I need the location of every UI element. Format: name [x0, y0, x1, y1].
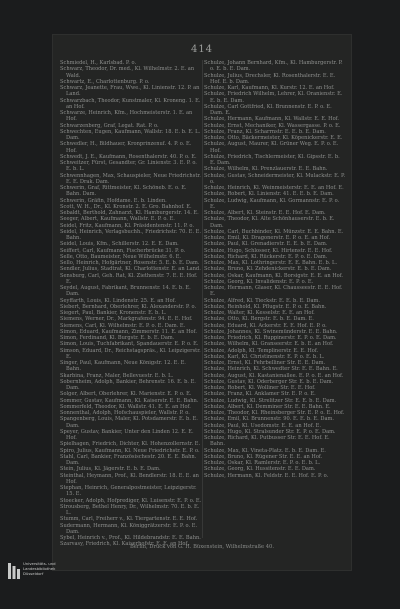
directory-entry: Schulze, Ludwig, Kaufmann, Kl. Gormannstr. E. P. o. E. [204, 197, 340, 210]
directory-entry: Schwarze, Heinrich, Kfm., Hochmeisterstr. 1. E. an Hof. [60, 110, 193, 123]
directory-entry: Schwartz, E., Charlottenburg. P. o. [60, 78, 150, 85]
directory-entry: Schulze, Bruno, Kl. Zehdenickerstr. E. b. E. Dam. [204, 266, 332, 273]
logo-line-3: Düsseldorf [23, 570, 44, 576]
directory-entry: Schulze, Carl, Buchbinder, Kl. Münzstr. E. E. Bahn. E. [204, 228, 344, 235]
directory-entry: Schulze, Emil, Kl. Brunnenstr. 90. E. E. b. E. Dam. [204, 416, 334, 423]
directory-entry: Schulze, Emil, Kl. Dragonerstr. E. P. o. E. an Hof. [204, 235, 331, 241]
directory-entry: Schulze, Reinhold, Kl. Pflugstr. E. P. o. E. Bahn. [204, 303, 327, 310]
directory-entry: Schulze, Max, Kl. Vineta-Platz. E. b. E. Dam. E. [204, 447, 326, 454]
directory-entry: Schulze, Franz, Kl. Anklamer Str. E. P. o. E. [204, 391, 316, 398]
directory-entry: Skarbina, Franz, Maler, Bellevuestr. E. b. L. [60, 372, 174, 379]
directory-entry: Stoecker, Adolph, Hofprediger, Kl. Luisenstr. E. P. o. E. [60, 497, 202, 504]
page-number: 414 [190, 44, 214, 55]
directory-entry: Spielhagen, Friedrich, Dichter, Kl. Hohenzollernstr. E. [60, 441, 201, 448]
directory-entry: Speyer, Gustav, Bankier, Unter den Linden 12. E. E. Hof. [60, 428, 194, 441]
directory-entry: Schulze, Albert, Kl. Steinstr. E. E. Hof. E. Dam. [204, 210, 326, 216]
directory-entry: Schwarz, Jeanette, Frau, Wwe., Kl. Linienstr. 12. P. an Land. [60, 85, 200, 98]
directory-entry: Schulze, Georg, Kl. Hussitenstr. E. E. Dam. [204, 466, 316, 473]
directory-entry: Steinthal, Heymann, Prof., Kl. Bendlerstr. 18. E. E. an Hof. [60, 472, 199, 485]
directory-entry: Schulze, Friedrich Wilhelm, Lehrer, Kl. Oranienstr. E. E. b. E. Dam. [204, 91, 343, 104]
directory-entry: Siegert, Paul, Bankier, Kronenstr. E. b. L. [60, 310, 167, 316]
directory-entry: Sudermann, Hermann, Kl. Königgrätzerstr. E. P. o. E. Dam. [60, 522, 198, 535]
directory-entry: Schulze, Robert, Kl. Wolliner Str. E. E. Hof. [204, 385, 316, 391]
directory-entry: Schwarzenberg, Graf, Legat. Rat. P. o. [60, 122, 159, 129]
directory-entry: Schulze, Heinrich, Kl. Schwedter Str. E. E. Bahn. E. [204, 366, 338, 373]
directory-entry: Sonnenthal, Adolph, Hofschauspieler, Wallstr. P. o. [60, 410, 190, 416]
directory-entry: Schulze, Alfred, Kl. Tieckstr. E. E. b. E. Dam. [204, 297, 320, 304]
directory-entry: Schulze, Karl, Kl. Christinenstr. E. P. o. E. b. L. [204, 353, 325, 360]
directory-entry: Siebert, Bernhard, Oberlehrer, Kl. Alexanderstr. P. o. [60, 303, 197, 310]
directory-entry: Schulze, Ernst, Kl. Fehrbelliner Str. E. E. Dam. [204, 360, 326, 366]
directory-entry: Seidel, Heinrich, Verlagsbuchh., Friedrichstr. 70. E. E. Bahn. [60, 228, 201, 241]
directory-entry: Schulze, Hermann, Glaser, Kl. Chausseestr. E. E. Hof. E. [204, 285, 343, 298]
directory-entry: Seidel, Fritz, Kaufmann, Kl. Präsidentenstr. 11. P. o. [60, 222, 194, 229]
directory-entry: Schulze, Johannes, Kl. Swinemünderstr. E. E. Bahn. [204, 328, 338, 335]
directory-entry: Schulze, Johann Bernhard, Kfm., Kl. Hamburgerstr. P. o. E. b. E. Dam. [204, 60, 343, 73]
directory-entry: Schulze, Heinrich, Kl. Weinmeisterstr. E. E. an Hof. E. [204, 185, 344, 191]
printer-imprint: Berlin, Druck von G. H. Büxenstein, Wilhelmstraße 40. [129, 544, 275, 550]
directory-entry: Schulze, Friedrich, Kl. Ruppinerstr. E. P. o. E. Dam. [204, 335, 337, 341]
directory-entry: Schulze, Julius, Drechsler, Kl. Rosenthalerstr. E. E. Hof. E. b. Dam. [204, 72, 336, 85]
directory-entry: Schwerin, Graf, Rittmeister, Kl. Schöneb. E. o. E. Bahn. Dam. [60, 185, 187, 198]
directory-entry: Singer, Paul, Kaufmann, Neue Königstr. 12. E. E. Bahn. [60, 360, 186, 373]
directory-entry: Schulze, Carl Gottfried, Kl. Brunnenstr. E. P. o. E. Dam. E. [204, 103, 332, 116]
directory-entry: Schwarzbach, Theodor, Kunstmaler, Kl. Kroneng. 1. E. an Hof. [60, 97, 201, 110]
directory-entry: Schulze, August, Kl. Kastanienallee. E. P. o. E. an Hof. [204, 372, 344, 379]
directory-entry: Schulze, Eduard, Kl. Ackerstr. E. E. Hof. E. P. o. [204, 322, 327, 329]
directory-entry: Schwarz, Theodor, Dr. med., Kl. Wilhelmstr. 2. E. an Wald. [60, 66, 195, 79]
directory-entry: Schulze, Gustav, Schneidermeister, Kl. Mulackstr. E. P. o. [204, 172, 346, 185]
directory-entry: Siemens, Carl, Kl. Wilhelmstr. E. P. o. E. Dam. E. [60, 322, 186, 329]
directory-entry: Scott, W. H., Dr., Kl. Kronstr. 2. E. Gro. Bahnhof. E. [60, 203, 192, 210]
directory-entry: Schulze, Theodor, Kl. Rheinsberger Str. E. P. o. E. Hof. [204, 410, 345, 416]
directory-entry: Schulze, Ernst, Mechaniker, Kl. Wassergasse. P. o. E. [204, 122, 341, 129]
directory-entry: Strousberg, Bethel Henry, Dr., Wilhelmstr. 70. E. b. E. L. [60, 503, 200, 516]
directory-entry: Schulze, Albert, Kl. Demminer Str. E. E. Bahn. E. [204, 403, 331, 410]
directory-entry: Schulze, Oskar, Kl. Ramlerstr. E. P. o. E. b. L. [204, 460, 321, 466]
directory-entry: Schulze, Friedrich, Tischlermeister, Kl. Gipsstr. E. b. E. Dam. [204, 153, 340, 166]
directory-entry: Schulze, Robert, Kl. Linienstr. 41. E. E. b. E. Dam. [204, 191, 334, 198]
directory-entry: Schulze, Bruno, Kl. Rügener Str. E. E. an Hof. [204, 453, 323, 460]
directory-entry: Seyffarth, Louis, Kl. Lindenstr. 25. E. an Hof. [60, 297, 176, 304]
column-divider [202, 60, 203, 538]
directory-entry: Spiro, Julius, Kaufmann, Kl. Neue Friedrichstr. E. P. o. [60, 447, 200, 454]
directory-entry: Schulze, Ludwig, Kl. Strelitzer Str. E. E. b. E. Dam. [204, 397, 337, 404]
directory-entry: Schulze, Wilhelm, Kl. Prenzlauerstr. E. E. Bahn. [204, 166, 328, 173]
directory-entry: Schulze, Wilhelm, Kl. Granseerstr. E. b. E. an Hof. [204, 341, 334, 348]
directory-entry: Simon, Eduard, Kaufmann, Zimmerstr. 11. E. an Hof. [60, 328, 197, 335]
document-page [52, 34, 352, 571]
directory-entry: Sensburg, Carl, Geh. Rat, Kl. Ziethenstr. 7. E. E. Hof. E. [60, 272, 198, 285]
directory-entry: Schulze, Hugo, Schlosser, Kl. Hirtenstr. E. E. Hof. [204, 247, 333, 254]
logo-line-1: Universitäts- und [23, 561, 56, 566]
directory-entry: Seeger, Albert, Kaufmann, Wallstr. E. P. o. E. [60, 216, 175, 223]
directory-entry: Schwedler, H., Bildhauer, Kronprinzenuf. 4. P. o. E. Hof. [60, 141, 192, 154]
directory-entry: Spangenberg, Louis, Maler, Kl. Potsdamerstr. E. b. E. Dam. [60, 416, 198, 429]
directory-entry: Schulze, Hermann, Kaufmann, Kl. Wallstr. E. E. Hof. [204, 116, 339, 123]
directory-entry: Schulze, Max, Kl. Lothringerstr. E. E. Bahn. E. b. L. [204, 260, 338, 266]
directory-entry: Schulze, Richard, Kl. Rückerstr. E. P. o. E. Dam. [204, 253, 328, 260]
logo-line-2: Landesbibliothek [23, 565, 56, 571]
directory-entry: Sendler, Julius, Stadtrat, Kl. Charlottenstr. E. an Land. [60, 266, 201, 273]
directory-entry: Seydel, August, Fabrikant, Brunnenstr. 14. E. b. E. Dam. [60, 285, 191, 298]
directory-entry: Schwechten, Eugen, Kaufmann, Wallstr. 18. E. b. E. L. Dam. [60, 128, 201, 141]
directory-entry: Seiffert, Carl, Kaufmann, Fischerbrücke 31. P. o. [60, 247, 186, 254]
directory-entry: Schulze, Paul, Kl. Usedomstr. E. E. an Hof. E. [204, 422, 322, 429]
directory-entry: Schulze, Hermann, Kl. Feldstr. E. E. Hof. E. P. o. [204, 472, 329, 479]
directory-entry: Schulze, Karl, Kaufmann, Kl. Kurstr. 12. E. an Hof. [204, 85, 335, 91]
directory-entry: Schulze, Walter, Kl. Kesselstr. E. E. an Hof. [204, 310, 315, 316]
directory-entry: Seidel, Louis, Kfm., Schillerstr. 12. E. E. Dam. [60, 241, 179, 248]
directory-entry: Schweitzer, Fürst, Gesandter, Gr. Linienstr. 3. E. P. o. E. b. L. [60, 160, 197, 173]
library-logo[interactable] [8, 560, 68, 584]
directory-entry: Stahl, Carl, Bankier, Französischestr. 20. E. E. Bahn. Dam. [60, 453, 197, 466]
directory-entry: Schwerin, Gräfin, Hofdame. E. b. Linden. [60, 197, 167, 204]
directory-entry: Schulze, Franz, Kl. Scharrnstr. E. E. b. E. Dam. [204, 128, 326, 135]
directory-entry: Sobernheim, Adolph, Bankier, Behrenstr. 16. E. b. E. Dam. [60, 378, 196, 391]
directory-entry: Stein, Julius, Kl. Jägerstr. E. b. E. Dam. [60, 466, 161, 473]
directory-entry: Simon, Ferdinand, Kl. Burgstr. E. b. E. Dam. [60, 335, 175, 341]
directory-entry: Schulze, Theodor, Kl. Alte Schönhauserstr. E. b. E. Dam. [204, 216, 335, 229]
directory-entry: Siemens, Werner, Dr., Markgrafenstr. 94. E. E. Hof. [60, 316, 193, 323]
directory-entry: Sybel, Heinrich v., Prof., Kl. Hildebrandstr. E. E. Bahn. [60, 535, 201, 541]
directory-entry: Sommer, Gustav, Kaufmann, Kl. Kaiserstr. E. E. Bahn. [60, 397, 199, 404]
directory-entry: Schulze, Paul, Kl. Grenadierstr. E. E. b. E. Dam. [204, 241, 328, 248]
directory-entry: Simon, Louis, Tuchfabrikant, Spandauerstr. E. P. o. E. [60, 341, 199, 348]
library-logo-text [23, 562, 73, 576]
directory-entry: Sello, Heinrich, Hofgärtner, Rosenstr. 5. E. b. E. Dam. [60, 260, 200, 266]
library-logo-icon [8, 563, 20, 579]
directory-entry: Schulze, Otto, Bäckermeister, Kl. Köpenickerstr. E. E. [204, 135, 343, 141]
directory-entry: Simson, Eduard, Dr., Reichstagspräs., Kl. Leipzigerstr. E. [60, 347, 201, 360]
directory-entry: Schulze, Oskar, Kaufmann, Kl. Borsigstr. E. E. an Hof. [204, 272, 344, 279]
entries-column-right [204, 60, 346, 479]
directory-entry: Schulze, Richard, Kl. Putbusser Str. E. E. Hof. E. Bahn. [204, 435, 330, 448]
directory-entry: Szarvasy, Friedrich, Kl. Kaiserhofstr. E. E. an Hof. [60, 541, 189, 548]
directory-entry: Sommerfeld, Theodor, Kl. Wallstr. 41. E. E. an Hof. [60, 403, 191, 410]
directory-entry: Schulze, Adolph, Kl. Templinerstr. E. E. Hof. [204, 347, 319, 354]
directory-entry: Schulze, Georg, Kl. Invalidenstr. E. P. o. E. [204, 278, 314, 285]
directory-entry: Schulze, Otto, Kl. Bergstr. E. b. E. Dam. E. [204, 316, 314, 323]
directory-entry: Stephan, Heinrich, Generalpostmeister, Leipzigerstr. 15. E. [60, 485, 197, 498]
entries-column-left [60, 60, 202, 548]
directory-entry: Stumm, Carl, Freiherr v., Kl. Tiergartenstr. E. E. Hof. [60, 516, 198, 523]
directory-entry: Schulze, August, Maurer, Kl. Grüner Weg. E. P. o. E. Hof. [204, 141, 339, 154]
directory-entry: Solger, Albert, Oberlehrer, Kl. Marienstr. E. P. o. E. [60, 391, 192, 398]
directory-entry: Sebaldt, Berthold, Zahnarzt, Kl. Hamburgerstr. 14. E. [60, 210, 199, 216]
directory-entry: Schulze, Hugo, Kl. Stralsunder Str. E. P. o. E. Dam. [204, 428, 336, 435]
directory-entry: Schulze, Gustav, Kl. Oderberger Str. E. b. E. Dam. [204, 378, 334, 385]
directory-entry: Selle, Otto, Baumeister, Neue Wilhelmstr. 6. E. [60, 253, 182, 260]
directory-entry: Schmiedel, H., Karlsbad. P. o. [60, 60, 137, 66]
directory-entry: Schwedt, J. E., Kaufmann, Rosenthalerstr. 40. P. o. E. [60, 153, 197, 160]
directory-entry: Schwennhagen, Max, Schauspieler, Neue Friedrichstr. E. E. Drak. Dam. [60, 172, 201, 185]
